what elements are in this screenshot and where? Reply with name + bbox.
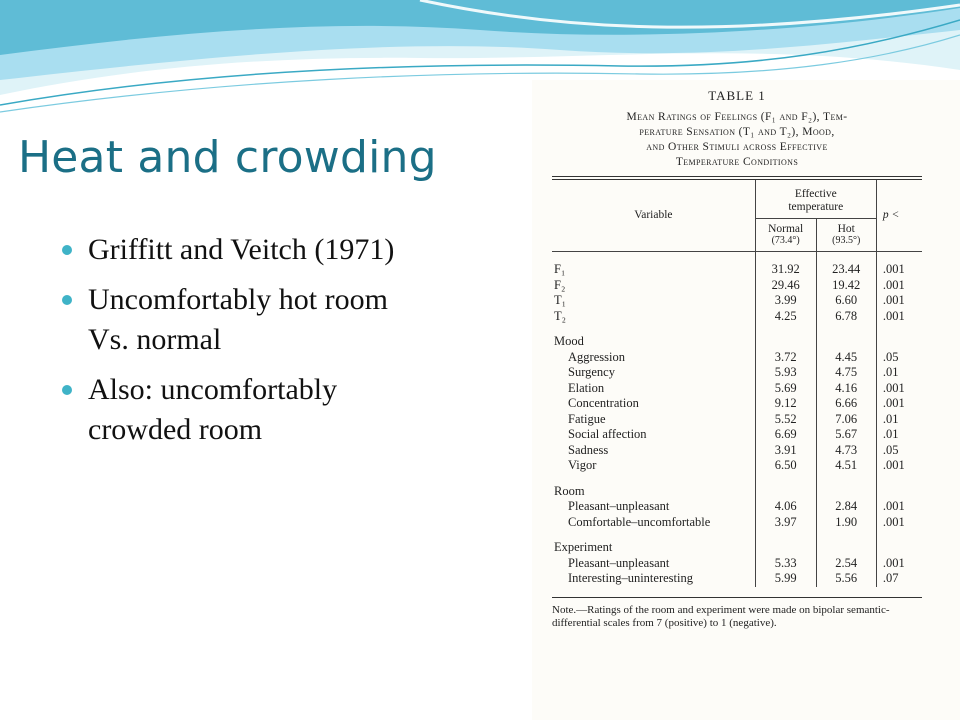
row-hot-value: 6.60 <box>816 293 876 309</box>
col-hot-header <box>816 219 876 252</box>
row-normal-value: 31.92 <box>755 262 816 278</box>
row-normal-value: 5.33 <box>755 556 816 572</box>
table-row <box>552 571 922 587</box>
row-hot-value: 5.67 <box>816 427 876 443</box>
row-normal-value: 3.72 <box>755 350 816 366</box>
row-p-value: .07 <box>876 571 922 587</box>
row-variable: Sadness <box>568 442 609 457</box>
col-hot-label: Hot <box>837 223 855 235</box>
row-variable: Aggression <box>568 349 625 364</box>
results-table <box>552 180 922 587</box>
bullet-dot-icon <box>62 245 72 255</box>
table-group-row <box>552 540 922 556</box>
table-row <box>552 499 922 515</box>
row-hot-value: 19.42 <box>816 278 876 294</box>
row-p-value: .001 <box>876 293 922 309</box>
bullet-text: Vs. normal <box>88 323 222 356</box>
row-p-value: .05 <box>876 350 922 366</box>
row-hot-value: 1.90 <box>816 515 876 531</box>
table-spacer-row <box>552 252 922 263</box>
row-hot-value: 6.78 <box>816 309 876 325</box>
row-p-value: .01 <box>876 427 922 443</box>
table-row <box>552 381 922 397</box>
col-normal-label: Normal <box>768 223 804 235</box>
caption-line: perature Sensation (T₁ and T₂), Mood, <box>639 126 835 138</box>
table-row <box>552 515 922 531</box>
scanned-table <box>552 88 922 630</box>
col-p-header: p < <box>876 180 922 252</box>
row-hot-value: 4.75 <box>816 365 876 381</box>
table-spacer-row <box>552 474 922 484</box>
row-normal-value: 4.25 <box>755 309 816 325</box>
row-variable: Concentration <box>568 396 639 410</box>
row-normal-value: 5.52 <box>755 412 816 428</box>
table-group-row <box>552 334 922 350</box>
row-normal-value: 5.69 <box>755 381 816 397</box>
group-label: Room <box>554 483 585 498</box>
row-p-value: .01 <box>876 412 922 428</box>
row-normal-value: 3.91 <box>755 443 816 459</box>
bullet-dot-icon <box>62 385 72 395</box>
row-p-value: .001 <box>876 556 922 572</box>
row-variable: T₂ <box>554 308 566 323</box>
row-variable: Interesting–uninteresting <box>568 571 693 585</box>
caption-line: Temperature Conditions <box>675 156 799 168</box>
row-variable: Fatigue <box>568 411 606 426</box>
caption-line: Mean Ratings of Feelings (F₁ and F₂), Tem- <box>626 111 848 123</box>
col-variable-header: Variable <box>552 180 755 252</box>
table-row <box>552 350 922 366</box>
row-hot-value: 4.51 <box>816 458 876 474</box>
table-row <box>552 556 922 572</box>
table-row <box>552 458 922 474</box>
table-spacer-row <box>552 324 922 334</box>
row-variable: Pleasant–unpleasant <box>568 499 670 513</box>
bullet-list <box>62 230 482 460</box>
table-group-row <box>552 484 922 500</box>
col-effective-header: Effective temperature <box>755 180 876 219</box>
row-hot-value: 4.73 <box>816 443 876 459</box>
col-hot-sub: (93.5°) <box>832 235 861 246</box>
table-row <box>552 396 922 412</box>
row-p-value: .001 <box>876 458 922 474</box>
row-p-value: .001 <box>876 381 922 397</box>
row-hot-value: 7.06 <box>816 412 876 428</box>
row-normal-value: 6.50 <box>755 458 816 474</box>
table-caption <box>558 110 916 170</box>
row-p-value: .001 <box>876 309 922 325</box>
row-p-value: .001 <box>876 515 922 531</box>
bullet-dot-icon <box>62 295 72 305</box>
row-normal-value: 3.99 <box>755 293 816 309</box>
row-variable: F₂ <box>554 277 566 292</box>
row-normal-value: 29.46 <box>755 278 816 294</box>
row-p-value: .001 <box>876 499 922 515</box>
row-hot-value: 4.16 <box>816 381 876 397</box>
row-normal-value: 5.93 <box>755 365 816 381</box>
bullet-item <box>62 280 482 360</box>
col-normal-sub: (73.4°) <box>771 235 800 246</box>
table-row <box>552 278 922 294</box>
caption-line: and Other Stimuli across Effective <box>646 141 828 153</box>
row-variable: Vigor <box>568 458 597 472</box>
row-normal-value: 3.97 <box>755 515 816 531</box>
group-label: Mood <box>554 334 584 348</box>
row-p-value: .001 <box>876 262 922 278</box>
table-header-row <box>552 180 922 219</box>
bullet-text: Uncomfortably hot room <box>88 283 388 316</box>
row-variable: T₁ <box>554 293 566 307</box>
bullet-item <box>62 370 482 450</box>
row-p-value: .05 <box>876 443 922 459</box>
row-variable: F₁ <box>554 262 566 276</box>
bullet-text: crowded room <box>88 413 263 446</box>
bullet-text: Griffitt and Veitch (1971) <box>88 233 395 266</box>
table-spacer-row <box>552 530 922 540</box>
row-variable: Elation <box>568 380 605 395</box>
bullet-item <box>62 230 482 270</box>
slide-title: Heat and crowding <box>18 132 437 183</box>
col-normal-header <box>755 219 816 252</box>
row-hot-value: 2.54 <box>816 556 876 572</box>
row-p-value: .001 <box>876 396 922 412</box>
table-row <box>552 365 922 381</box>
row-hot-value: 23.44 <box>816 262 876 278</box>
table-heading: TABLE 1 <box>708 88 766 103</box>
row-variable: Comfortable–uncomfortable <box>568 514 711 529</box>
row-normal-value: 9.12 <box>755 396 816 412</box>
row-p-value: .001 <box>876 278 922 294</box>
row-hot-value: 6.66 <box>816 396 876 412</box>
table-row <box>552 427 922 443</box>
row-hot-value: 4.45 <box>816 350 876 366</box>
row-variable: Surgency <box>568 365 615 379</box>
row-hot-value: 5.56 <box>816 571 876 587</box>
table-row <box>552 412 922 428</box>
table-row <box>552 293 922 309</box>
row-normal-value: 5.99 <box>755 571 816 587</box>
group-label: Experiment <box>554 540 613 554</box>
bullet-text: Also: uncomfortably <box>88 373 338 406</box>
table-row <box>552 262 922 278</box>
table-row <box>552 443 922 459</box>
row-normal-value: 4.06 <box>755 499 816 515</box>
row-normal-value: 6.69 <box>755 427 816 443</box>
row-hot-value: 2.84 <box>816 499 876 515</box>
row-p-value: .01 <box>876 365 922 381</box>
row-variable: Pleasant–unpleasant <box>568 555 670 570</box>
table-note: Note.—Ratings of the room and experiment were made on bipolar semantic-differential scales from 7 (positive) to 1 (negative). <box>552 597 922 630</box>
row-variable: Social affection <box>568 427 647 441</box>
table-row <box>552 309 922 325</box>
